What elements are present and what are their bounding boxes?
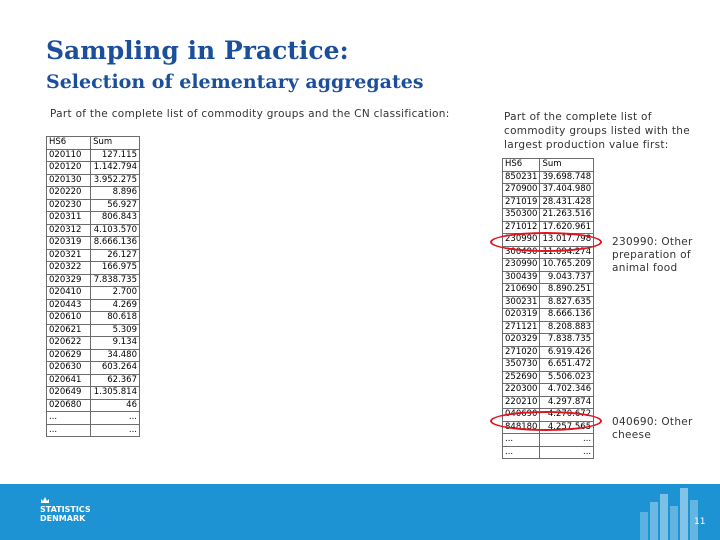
sum-cell: 5.309 <box>91 324 140 337</box>
table-row <box>503 359 594 372</box>
hs6-code-cell: 850231 <box>503 171 540 184</box>
hs6-code-cell: 252690 <box>503 371 540 384</box>
table-row <box>47 224 140 237</box>
sum-cell: 56.927 <box>91 199 140 212</box>
sum-cell: 11.094.274 <box>540 246 594 259</box>
sum-cell: 8.666.136 <box>540 309 594 322</box>
hs6-code-cell: 020629 <box>47 349 91 362</box>
table-row <box>503 321 594 334</box>
logo-text-line-2: DENMARK <box>40 514 86 523</box>
table-row <box>47 237 140 250</box>
table-row <box>47 162 140 175</box>
sum-cell: 6.651.472 <box>540 359 594 372</box>
table-row <box>47 424 140 437</box>
sum-cell: 8.666.136 <box>91 237 140 250</box>
table-row <box>47 274 140 287</box>
hs6-code-cell: 300439 <box>503 271 540 284</box>
hs6-code-cell: 020220 <box>47 187 91 200</box>
hs6-code-cell: 271019 <box>503 196 540 209</box>
hs6-code-cell: 020443 <box>47 299 91 312</box>
hs6-code-cell: 020319 <box>503 309 540 322</box>
sum-cell: 2.700 <box>91 287 140 300</box>
hs6-code-cell: 020680 <box>47 399 91 412</box>
hs6-code-cell: 020110 <box>47 149 91 162</box>
table-row <box>47 187 140 200</box>
hs6-code-cell: 020322 <box>47 262 91 275</box>
hs6-code-cell: 230990 <box>503 234 540 247</box>
hs6-code-cell: 020321 <box>47 249 91 262</box>
column-header-hs6: HS6 <box>503 159 540 172</box>
hs6-code-cell: 020621 <box>47 324 91 337</box>
sum-cell: 62.367 <box>91 374 140 387</box>
table-row <box>503 284 594 297</box>
hs6-code-cell: 020649 <box>47 387 91 400</box>
table-row <box>47 412 140 425</box>
sum-cell: 4.269 <box>91 299 140 312</box>
sum-cell: 46 <box>91 399 140 412</box>
page-number: 11 <box>694 517 706 527</box>
sum-cell: 28.431.428 <box>540 196 594 209</box>
hs6-code-cell: 020329 <box>47 274 91 287</box>
table-row <box>503 209 594 222</box>
sum-cell: 4.257.565 <box>540 421 594 434</box>
table-row <box>503 371 594 384</box>
sum-cell: 4.702.346 <box>540 384 594 397</box>
right-caption: Part of the complete list of commodity groups listed with the largest production value first: <box>504 111 690 151</box>
sum-cell: ... <box>540 446 594 459</box>
hs6-code-cell: 300490 <box>503 246 540 259</box>
table-row <box>47 337 140 350</box>
hs6-code-cell: ... <box>503 434 540 447</box>
table-row <box>47 212 140 225</box>
table-row <box>503 309 594 322</box>
sum-cell: 4.103.570 <box>91 224 140 237</box>
table-row <box>47 387 140 400</box>
hs6-code-cell: 270900 <box>503 184 540 197</box>
sum-cell: 7.838.735 <box>91 274 140 287</box>
hs6-code-cell: 020329 <box>503 334 540 347</box>
table-header-row <box>47 137 140 150</box>
sum-cell: 7.838.735 <box>540 334 594 347</box>
hs6-code-cell: 210690 <box>503 284 540 297</box>
sum-cell: 3.952.275 <box>91 174 140 187</box>
sum-cell: ... <box>540 434 594 447</box>
decorative-bars-icon <box>628 484 720 540</box>
table-row <box>47 149 140 162</box>
table-row <box>47 174 140 187</box>
sum-cell: 8.890.251 <box>540 284 594 297</box>
hs6-code-cell: 020230 <box>47 199 91 212</box>
sum-cell: 39.698.748 <box>540 171 594 184</box>
table-row <box>47 362 140 375</box>
hs6-code-cell: 220300 <box>503 384 540 397</box>
sum-cell: 8.827.635 <box>540 296 594 309</box>
sum-cell: 9.043.737 <box>540 271 594 284</box>
hs6-code-cell: 271121 <box>503 321 540 334</box>
sum-cell: 34.480 <box>91 349 140 362</box>
hs6-code-cell: 020312 <box>47 224 91 237</box>
table-row <box>47 312 140 325</box>
hs6-code-cell: 220210 <box>503 396 540 409</box>
highlight-circle-040690 <box>490 411 602 431</box>
sum-cell: 21.263.516 <box>540 209 594 222</box>
sum-cell: ... <box>91 424 140 437</box>
table-header-row <box>503 159 594 172</box>
highlight-circle-230990 <box>490 232 602 252</box>
sum-cell: 8.896 <box>91 187 140 200</box>
hs6-code-cell: 020120 <box>47 162 91 175</box>
table-row <box>503 334 594 347</box>
annotation-040690: 040690: Other cheese <box>612 416 693 441</box>
sum-cell: 5.506.023 <box>540 371 594 384</box>
sum-cell: 4.297.874 <box>540 396 594 409</box>
table-row <box>47 262 140 275</box>
sum-cell: 1.305.814 <box>91 387 140 400</box>
table-row <box>503 396 594 409</box>
sum-cell: 80.618 <box>91 312 140 325</box>
table-row <box>503 296 594 309</box>
hs6-code-cell: ... <box>47 412 91 425</box>
hs6-code-cell: 020410 <box>47 287 91 300</box>
sum-cell: 26.127 <box>91 249 140 262</box>
hs6-code-cell: 020130 <box>47 174 91 187</box>
table-row <box>47 399 140 412</box>
left-caption: Part of the complete list of commodity groups and the CN classification: <box>50 108 450 120</box>
hs6-code-cell: 848180 <box>503 421 540 434</box>
sum-cell: 4.270.672 <box>540 409 594 422</box>
sum-cell: 603.264 <box>91 362 140 375</box>
hs6-code-cell: 020641 <box>47 374 91 387</box>
table-row <box>47 199 140 212</box>
hs6-code-cell: 350300 <box>503 209 540 222</box>
statistics-denmark-logo <box>40 496 91 523</box>
table-row <box>503 434 594 447</box>
column-header-hs6: HS6 <box>47 137 91 150</box>
sum-cell: ... <box>91 412 140 425</box>
column-header-sum: Sum <box>540 159 594 172</box>
sum-cell: 8.208.883 <box>540 321 594 334</box>
table-row <box>503 446 594 459</box>
hs6-code-cell: 020630 <box>47 362 91 375</box>
column-header-sum: Sum <box>91 137 140 150</box>
hs6-code-cell: 271012 <box>503 221 540 234</box>
sum-cell: 806.843 <box>91 212 140 225</box>
table-row <box>503 171 594 184</box>
hs6-code-cell: ... <box>47 424 91 437</box>
sum-cell: 6.919.426 <box>540 346 594 359</box>
table-row <box>47 249 140 262</box>
sum-cell: 166.975 <box>91 262 140 275</box>
slide-title: Sampling in Practice: <box>46 36 349 65</box>
sum-cell: 13.017.798 <box>540 234 594 247</box>
sum-cell: 1.142.794 <box>91 162 140 175</box>
sum-cell: 9.134 <box>91 337 140 350</box>
footer-bar <box>0 484 720 540</box>
hs6-code-cell: 020319 <box>47 237 91 250</box>
sum-cell: 127.115 <box>91 149 140 162</box>
hs6-code-cell: 230990 <box>503 259 540 272</box>
hs6-code-cell: 020610 <box>47 312 91 325</box>
hs6-code-cell: 271020 <box>503 346 540 359</box>
table-row <box>47 287 140 300</box>
hs6-code-cell: 020622 <box>47 337 91 350</box>
table-row <box>47 374 140 387</box>
table-row <box>47 349 140 362</box>
sum-cell: 37.404.980 <box>540 184 594 197</box>
table-row <box>503 196 594 209</box>
table-row <box>503 384 594 397</box>
table-row <box>503 346 594 359</box>
hs6-code-cell: 300231 <box>503 296 540 309</box>
hs6-code-cell: 020311 <box>47 212 91 225</box>
commodity-cn-table-body <box>47 149 140 437</box>
sum-cell: 10.765.209 <box>540 259 594 272</box>
hs6-code-cell: 350730 <box>503 359 540 372</box>
sum-cell: 17.620.961 <box>540 221 594 234</box>
table-row <box>47 324 140 337</box>
hs6-code-cell: ... <box>503 446 540 459</box>
logo-text-line-1: STATISTICS <box>40 505 91 514</box>
table-row <box>503 271 594 284</box>
commodity-cn-table <box>46 136 140 437</box>
table-row <box>503 259 594 272</box>
slide-subtitle: Selection of elementary aggregates <box>46 71 424 93</box>
table-row <box>47 299 140 312</box>
annotation-230990: 230990: Other preparation of animal food <box>612 236 693 274</box>
hs6-code-cell: 040690 <box>503 409 540 422</box>
crown-icon <box>40 496 50 504</box>
table-row <box>503 184 594 197</box>
